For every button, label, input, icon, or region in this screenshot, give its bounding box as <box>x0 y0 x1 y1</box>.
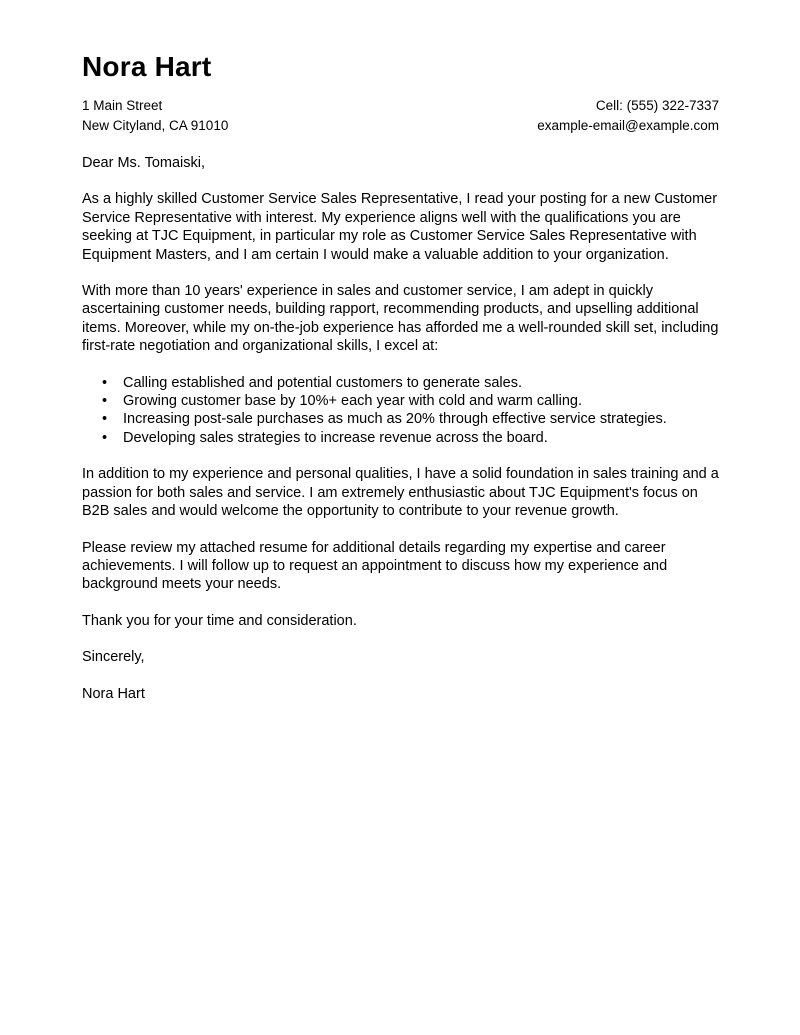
letter-body <box>82 154 719 703</box>
list-item <box>102 429 719 447</box>
salutation: Dear Ms. Tomaiski, <box>82 155 206 171</box>
address-line-1: 1 Main Street <box>82 98 163 113</box>
email-address: example-email@example.com <box>537 118 719 133</box>
bullet-icon: • <box>102 374 108 391</box>
list-item <box>102 410 719 428</box>
address-line-2: New Cityland, CA 91010 <box>82 118 229 133</box>
skill-text: Developing sales strategies to increase revenue across the board. <box>123 429 548 446</box>
list-item <box>102 392 719 410</box>
phone-number: Cell: (555) 322-7337 <box>595 98 719 113</box>
contact-block <box>82 96 719 136</box>
address-block <box>82 96 228 136</box>
closing-line: Sincerely, <box>82 649 145 666</box>
signature-name: Nora Hart <box>82 685 145 702</box>
bullet-icon: • <box>102 393 108 410</box>
skill-text: Increasing post-sale purchases as much as 20% through effective service strategies. <box>123 411 667 428</box>
applicant-name: Nora Hart <box>82 51 212 82</box>
skills-list <box>82 374 719 448</box>
paragraph-follow-up: Please review my attached resume for additional details regarding my expertise and career achievements. I will follow up to request an appointment to discuss how my experience and background meets your needs. <box>82 539 668 593</box>
bullet-icon: • <box>102 429 108 446</box>
cover-letter-page <box>82 50 719 721</box>
list-item <box>102 374 719 392</box>
paragraph-qualities: In addition to my experience and personal qualities, I have a solid foundation in sales training and a passion for both sales and service. I am extremely enthusiastic about TJC Equipment's focus on B2B sales and would welcome the opportunity to contribute to your revenue growth. <box>82 466 719 520</box>
paragraph-intro: As a highly skilled Customer Service Sales Representative, I read your posting for a new Customer Service Representative with interest. My experience aligns well with the qualifications you are seeking at TJC Equipment, in particular my role as Customer Service Sales Representative with Equipment Masters, and I am certain I would make a valuable addition to your organization. <box>82 191 718 263</box>
skill-text: Calling established and potential customers to generate sales. <box>123 374 522 391</box>
phone-email-block <box>537 96 719 136</box>
skill-text: Growing customer base by 10%+ each year with cold and warm calling. <box>123 393 582 410</box>
paragraph-experience: With more than 10 years' experience in sales and customer service, I am adept in quickly ascertaining customer needs, building rapport, recommending products, and upselling additional items. Moreover, while my on-the-job experience has afforded me a well-rounded skill set, including first-rate negotiation and organizational skills, I excel at: <box>82 283 719 355</box>
bullet-icon: • <box>102 411 108 428</box>
thanks-line: Thank you for your time and consideration. <box>82 612 357 629</box>
